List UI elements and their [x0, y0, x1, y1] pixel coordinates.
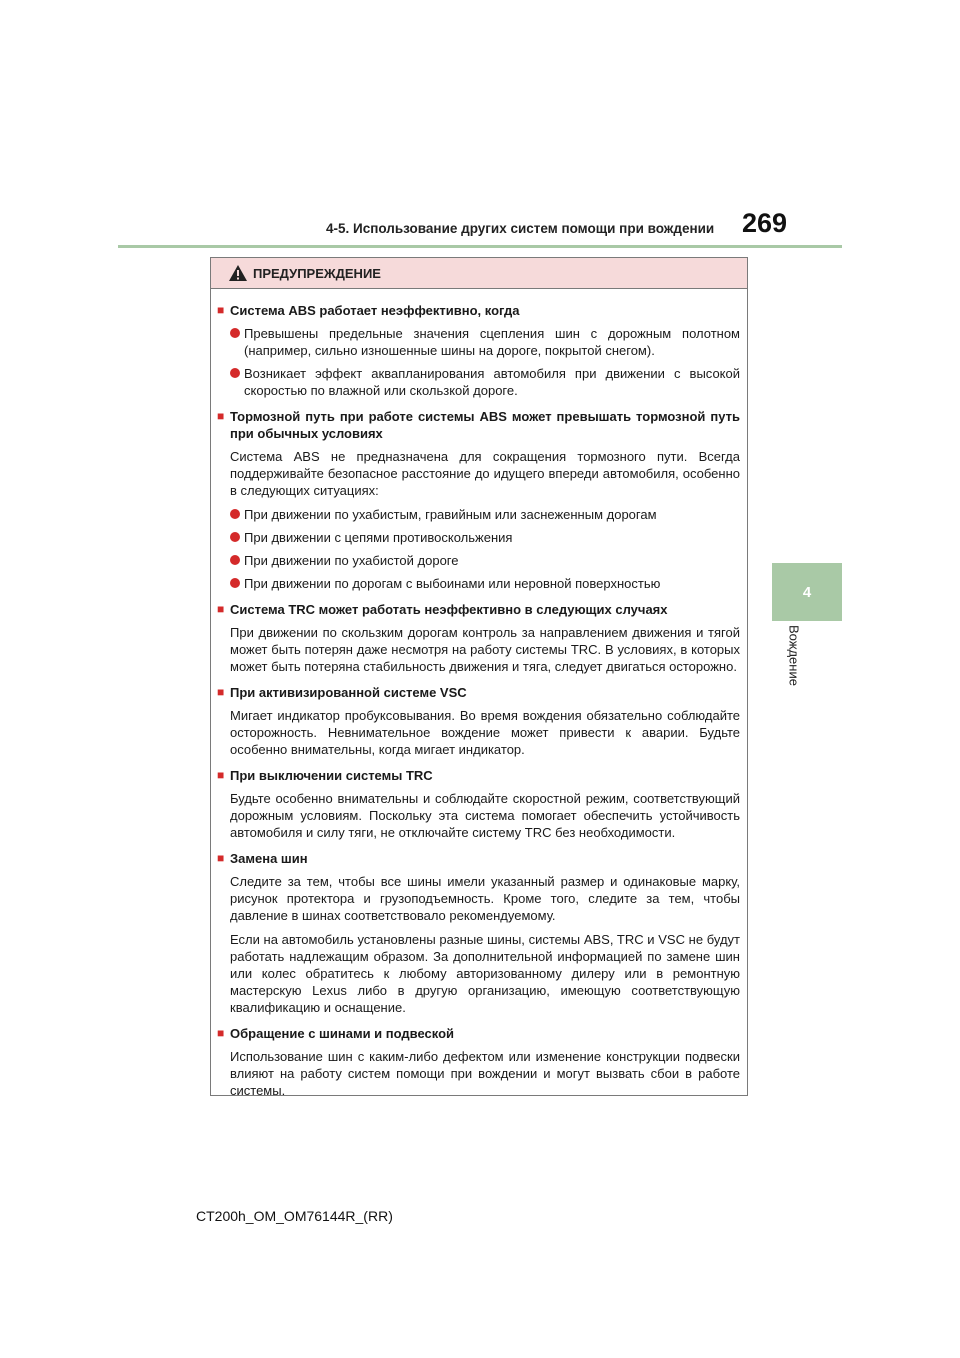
section-title-text: Обращение с шинами и подвеской [230, 1026, 455, 1041]
warning-section [217, 601, 740, 675]
chapter-tab-number: 4 [802, 583, 812, 601]
bullet-item [217, 552, 740, 569]
section-paragraph: При движении по скользким дорогам контроль за направлением движения и тягой может быть потерян даже несмотря на работу системы TRC. В условиях, в которых может быть потеряна стабильность движения и тяга, следует двигаться осторожно. [230, 625, 740, 674]
section-title-text: Тормозной путь при работе системы ABS может превышать тормозной путь при обычных условиях [230, 409, 740, 441]
warning-section [217, 850, 740, 1016]
round-bullet-icon [230, 509, 240, 519]
bullet-text: Превышены предельные значения сцепления шин с дорожным полотном (например, сильно изношенные шины на дороге, покрытой снегом). [244, 326, 740, 358]
warning-content [211, 289, 747, 1099]
warning-section [217, 408, 740, 592]
bullet-text: При движении по дорогам с выбоинами или неровной поверхностью [244, 576, 661, 591]
warning-section [217, 302, 740, 399]
bullet-text: Возникает эффект аквапланирования автомобиля при движении с высокой скоростью по влажной или скользкой дороге. [244, 366, 740, 398]
square-bullet-icon: ■ [217, 1026, 225, 1040]
section-paragraph: Будьте особенно внимательны и соблюдайте скоростной режим, соответствующий дорожным условиям. Поскольку эта система помогает обеспечить устойчивость автомобиля и силу тяги, не отключайте систему TRC без необходимости. [230, 791, 740, 840]
document-code: CT200h_OM_OM76144R_(RR) [196, 1208, 393, 1224]
section-paragraph: Мигает индикатор пробуксовывания. Во время вождения обязательно соблюдайте осторожность. Невнимательное вождение может привести к аварии. Будьте особенно внимательны, когда мигает индикатор. [230, 708, 740, 757]
chapter-tab-label: Вождение [786, 625, 802, 686]
section-title-text: Замена шин [230, 851, 308, 866]
page-number: 269 [742, 208, 788, 238]
square-bullet-icon: ■ [217, 602, 225, 616]
square-bullet-icon: ■ [217, 768, 225, 782]
warning-triangle-icon [228, 264, 248, 282]
section-title [217, 767, 740, 784]
section-title [217, 684, 740, 701]
section-title [217, 408, 740, 442]
bullet-text: При движении по ухабистым, гравийным или заснеженным дорогам [244, 507, 657, 522]
bullet-text: При движении с цепями противоскольжения [244, 530, 513, 545]
section-paragraph: Использование шин с каким-либо дефектом или изменение конструкции подвески влияют на работу систем помощи при вождении и могут вызвать сбои в работе системы. [230, 1049, 740, 1098]
warning-title: ПРЕДУПРЕЖДЕНИЕ [253, 265, 381, 281]
section-paragraph: Если на автомобиль установлены разные шины, системы ABS, TRC и VSC не будут работать надлежащим образом. За дополнительной информацией по замене шин или колес обратитесь к любому авторизованному дилеру или в ремонтную мастерскую Lexus либо в другую организацию, имеющую соответствующую квалификацию и оснащение. [230, 932, 740, 1015]
section-title [217, 601, 740, 618]
bullet-item [217, 529, 740, 546]
section-paragraph: Система ABS не предназначена для сокращения тормозного пути. Всегда поддерживайте безопасное расстояние до идущего впереди автомобиля, особенно в следующих ситуациях: [230, 449, 740, 498]
section-title-text: При выключении системы TRC [230, 768, 433, 783]
bullet-item [217, 506, 740, 523]
round-bullet-icon [230, 578, 240, 588]
section-title-text: Система ABS работает неэффективно, когда [230, 303, 520, 318]
bullet-item [217, 365, 740, 399]
section-paragraph: Следите за тем, чтобы все шины имели указанный размер и одинаковые марку, рисунок протектора и грузоподъемность. Кроме того, следите за тем, чтобы давление в шинах соответствовало рекомендуемому. [230, 874, 740, 923]
warning-section [217, 767, 740, 841]
warning-section [217, 684, 740, 758]
section-title-text: Система TRC может работать неэффективно в следующих случаях [230, 602, 668, 617]
round-bullet-icon [230, 532, 240, 542]
section-title [217, 302, 740, 319]
section-title [217, 1025, 740, 1042]
round-bullet-icon [230, 368, 240, 378]
header-divider [118, 245, 842, 248]
round-bullet-icon [230, 328, 240, 338]
warning-section [217, 1025, 740, 1099]
bullet-item [217, 575, 740, 592]
square-bullet-icon: ■ [217, 851, 225, 865]
warning-box [210, 257, 748, 1096]
square-bullet-icon: ■ [217, 685, 225, 699]
round-bullet-icon [230, 555, 240, 565]
warning-header [211, 258, 747, 289]
square-bullet-icon: ■ [217, 409, 225, 423]
square-bullet-icon: ■ [217, 303, 225, 317]
bullet-text: При движении по ухабистой дороге [244, 553, 459, 568]
chapter-header-title: 4-5. Использование других систем помощи при вождении [326, 221, 715, 236]
bullet-item [217, 325, 740, 359]
chapter-tab[interactable] [772, 563, 842, 621]
section-title-text: При активизированной системе VSC [230, 685, 467, 700]
section-title [217, 850, 740, 867]
